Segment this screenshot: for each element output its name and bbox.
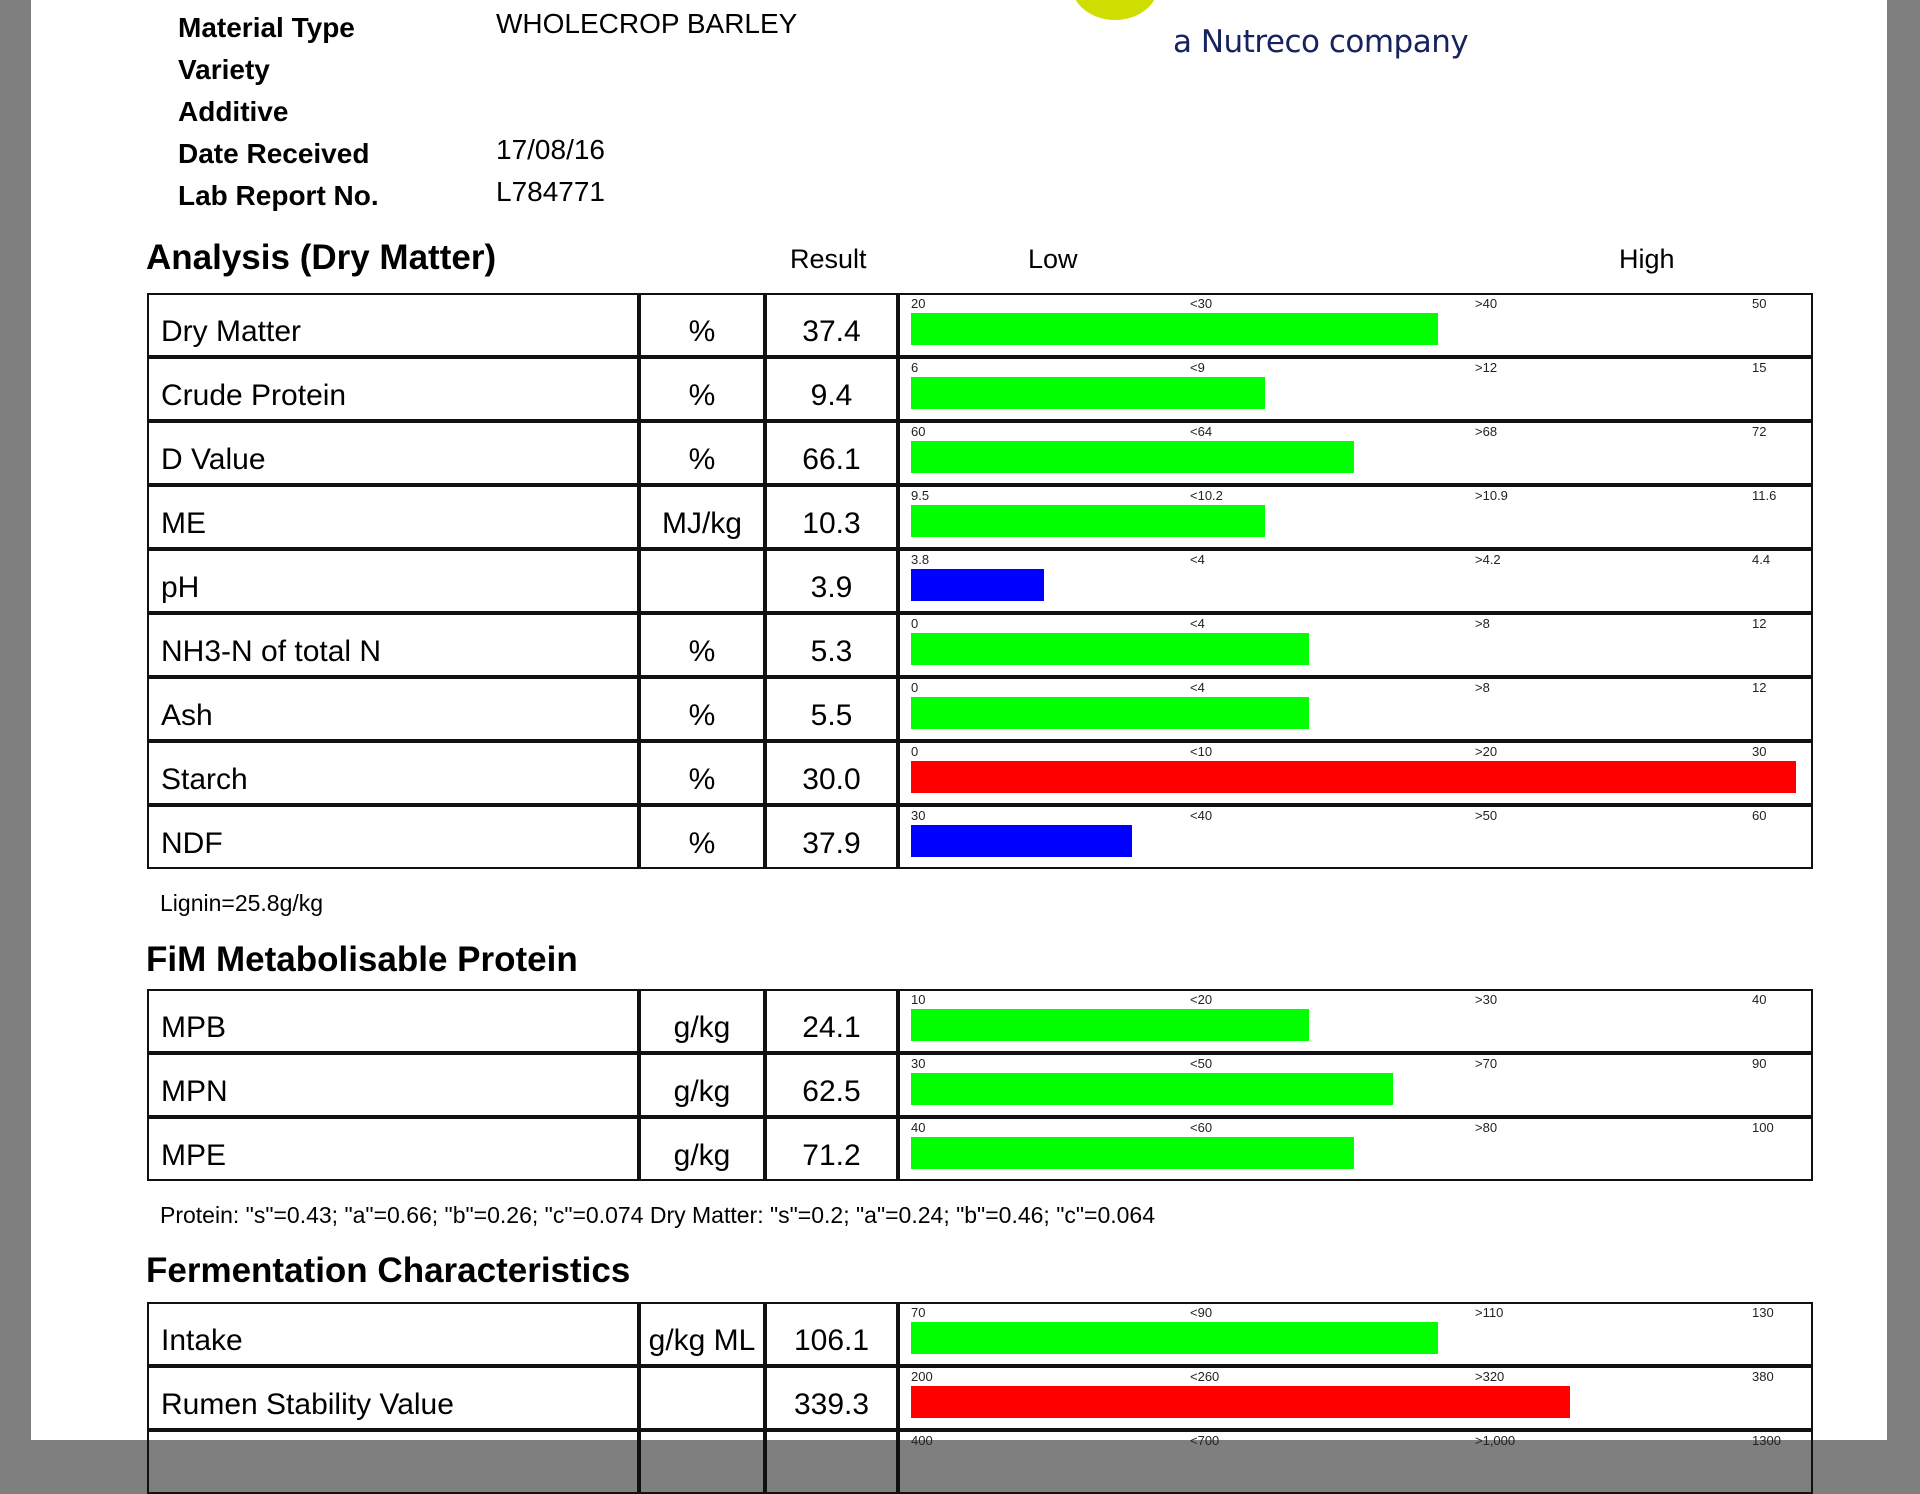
- bar-track: [911, 1009, 1796, 1041]
- analysis-table: [147, 293, 1813, 869]
- unit: [639, 1366, 765, 1430]
- tick-high: >30: [1475, 992, 1498, 1007]
- table-row: [147, 1053, 1813, 1117]
- result-value: 3.9: [765, 549, 898, 613]
- tick-min: 10: [911, 992, 926, 1007]
- tick-high: >8: [1475, 680, 1490, 695]
- unit: MJ/kg: [639, 485, 765, 549]
- result-bar: [911, 1009, 1309, 1041]
- result-bar: [911, 313, 1438, 345]
- range-bar-cell: [898, 989, 1813, 1053]
- tick-low: <10.2: [1190, 488, 1223, 503]
- parameter-name: NDF: [147, 805, 639, 869]
- parameter-name: [147, 1430, 639, 1494]
- tick-max: 4.4: [1752, 552, 1771, 567]
- result-value: 30.0: [765, 741, 898, 805]
- parameter-name: Starch: [147, 741, 639, 805]
- tick-min: 40: [911, 1120, 926, 1135]
- high-header: High: [1619, 244, 1675, 274]
- result-value: 10.3: [765, 485, 898, 549]
- range-bar-cell: [898, 1302, 1813, 1366]
- fim-title: FiM Metabolisable Protein: [146, 940, 578, 979]
- unit: %: [639, 805, 765, 869]
- range-bar-cell: [898, 357, 1813, 421]
- tick-low: <30: [1190, 296, 1213, 311]
- bar-track: [911, 505, 1796, 537]
- tick-min: 70: [911, 1305, 926, 1320]
- degradability-note: Protein: "s"=0.43; "a"=0.66; "b"=0.26; "c"=0.074 Dry Matter: "s"=0.2; "a"=0.24; "b"=0.46; "c"=0.064: [160, 1202, 1156, 1228]
- tick-max: 12: [1752, 616, 1767, 631]
- result-value: 5.5: [765, 677, 898, 741]
- parameter-name: MPN: [147, 1053, 639, 1117]
- tick-min: 400: [911, 1433, 933, 1448]
- unit: %: [639, 357, 765, 421]
- result-value: 339.3: [765, 1366, 898, 1430]
- tick-min: 200: [911, 1369, 933, 1384]
- tick-low: <90: [1190, 1305, 1213, 1320]
- bar-track: [911, 377, 1796, 409]
- unit: g/kg: [639, 1053, 765, 1117]
- result-bar: [911, 761, 1796, 793]
- parameter-name: pH: [147, 549, 639, 613]
- tick-low: <40: [1190, 808, 1213, 823]
- range-bar-cell: [898, 293, 1813, 357]
- range-bar-cell: [898, 485, 1813, 549]
- result-bar: [911, 377, 1265, 409]
- tick-low: <50: [1190, 1056, 1213, 1071]
- tick-low: <60: [1190, 1120, 1213, 1135]
- parameter-name: Rumen Stability Value: [147, 1366, 639, 1430]
- tick-low: <9: [1190, 360, 1205, 375]
- fermentation-table: [147, 1302, 1813, 1494]
- tick-min: 0: [911, 616, 919, 631]
- tick-max: 1300: [1752, 1433, 1781, 1448]
- table-row: [147, 1430, 1813, 1494]
- unit: %: [639, 741, 765, 805]
- range-bar-cell: [898, 1053, 1813, 1117]
- tick-high: >50: [1475, 808, 1498, 823]
- range-bar-cell: [898, 677, 1813, 741]
- tick-low: <20: [1190, 992, 1213, 1007]
- result-bar: [911, 441, 1354, 473]
- meta-value: WHOLECROP BARLEY: [496, 8, 798, 39]
- tick-min: 60: [911, 424, 926, 439]
- result-bar: [911, 1137, 1354, 1169]
- unit: g/kg: [639, 989, 765, 1053]
- tick-high: >70: [1475, 1056, 1498, 1071]
- tick-max: 130: [1752, 1305, 1774, 1320]
- tick-min: 9.5: [911, 488, 930, 503]
- tick-max: 90: [1752, 1056, 1767, 1071]
- unit: %: [639, 613, 765, 677]
- result-header: Result: [790, 244, 867, 274]
- tick-high: >20: [1475, 744, 1498, 759]
- tick-high: >40: [1475, 296, 1498, 311]
- tick-high: >110: [1475, 1305, 1504, 1320]
- analysis-title: Analysis (Dry Matter): [146, 238, 497, 277]
- fim-table: [147, 989, 1813, 1181]
- tick-min: 30: [911, 1056, 926, 1071]
- tick-max: 40: [1752, 992, 1767, 1007]
- parameter-name: MPE: [147, 1117, 639, 1181]
- parameter-name: D Value: [147, 421, 639, 485]
- tick-min: 6: [911, 360, 919, 375]
- parameter-name: Intake: [147, 1302, 639, 1366]
- result-bar: [911, 697, 1309, 729]
- result-bar: [911, 1073, 1393, 1105]
- table-row: [147, 1117, 1813, 1181]
- tick-low: <700: [1190, 1433, 1220, 1448]
- low-header: Low: [1028, 244, 1078, 274]
- tick-high: >4.2: [1475, 552, 1501, 567]
- parameter-name: Dry Matter: [147, 293, 639, 357]
- table-row: [147, 989, 1813, 1053]
- table-row: [147, 677, 1813, 741]
- report-page: [31, 0, 1887, 1448]
- unit: %: [639, 421, 765, 485]
- range-bar-cell: [898, 805, 1813, 869]
- tick-max: 12: [1752, 680, 1767, 695]
- result-bar: [911, 569, 1044, 601]
- parameter-name: MPB: [147, 989, 639, 1053]
- fermentation-title: Fermentation Characteristics: [146, 1251, 631, 1290]
- parameter-name: Crude Protein: [147, 357, 639, 421]
- result-value: 37.4: [765, 293, 898, 357]
- tick-max: 11.6: [1752, 488, 1777, 503]
- tick-max: 50: [1752, 296, 1767, 311]
- meta-label: Variety: [178, 54, 270, 85]
- bar-track: [911, 1137, 1796, 1169]
- bar-track: [911, 633, 1796, 665]
- result-value: 66.1: [765, 421, 898, 485]
- tick-max: 60: [1752, 808, 1767, 823]
- range-bar-cell: [898, 1366, 1813, 1430]
- result-value: 71.2: [765, 1117, 898, 1181]
- bar-track: [911, 569, 1796, 601]
- meta-value: 17/08/16: [496, 134, 605, 165]
- unit: %: [639, 677, 765, 741]
- result-value: 106.1: [765, 1302, 898, 1366]
- tick-min: 0: [911, 680, 919, 695]
- tick-high: >320: [1475, 1369, 1505, 1384]
- tick-min: 20: [911, 296, 926, 311]
- bar-track: [911, 1450, 1796, 1482]
- range-bar-cell: [898, 613, 1813, 677]
- lignin-note: Lignin=25.8g/kg: [160, 890, 324, 916]
- range-bar-cell: [898, 1430, 1813, 1494]
- result-value: 5.3: [765, 613, 898, 677]
- tick-low: <64: [1190, 424, 1213, 439]
- tick-min: 30: [911, 808, 926, 823]
- logo-tagline: a Nutreco company: [1173, 24, 1469, 60]
- bar-track: [911, 313, 1796, 345]
- table-row: [147, 485, 1813, 549]
- result-bar: [911, 825, 1132, 857]
- result-value: 9.4: [765, 357, 898, 421]
- result-value: 37.9: [765, 805, 898, 869]
- tick-high: >8: [1475, 616, 1490, 631]
- table-row: [147, 1302, 1813, 1366]
- unit: g/kg: [639, 1117, 765, 1181]
- unit: [639, 549, 765, 613]
- tick-min: 3.8: [911, 552, 930, 567]
- tick-high: >1,000: [1475, 1433, 1516, 1448]
- unit: %: [639, 293, 765, 357]
- result-bar: [911, 633, 1309, 665]
- tick-high: >12: [1475, 360, 1498, 375]
- tick-max: 100: [1752, 1120, 1774, 1135]
- tick-low: <4: [1190, 616, 1205, 631]
- parameter-name: ME: [147, 485, 639, 549]
- table-row: [147, 421, 1813, 485]
- table-row: [147, 357, 1813, 421]
- tick-low: <4: [1190, 552, 1205, 567]
- result-value: 62.5: [765, 1053, 898, 1117]
- tick-max: 15: [1752, 360, 1767, 375]
- meta-label: Date Received: [178, 138, 370, 169]
- bar-track: [911, 1386, 1796, 1418]
- meta-label: Additive: [178, 96, 289, 127]
- tick-max: 30: [1752, 744, 1767, 759]
- table-row: [147, 805, 1813, 869]
- table-row: [147, 1366, 1813, 1430]
- meta-label: Material Type: [178, 12, 355, 43]
- parameter-name: Ash: [147, 677, 639, 741]
- meta-value: L784771: [496, 176, 606, 207]
- table-row: [147, 549, 1813, 613]
- tick-high: >68: [1475, 424, 1498, 439]
- range-bar-cell: [898, 741, 1813, 805]
- logo-mark-icon: [1072, 0, 1158, 20]
- bar-track: [911, 1073, 1796, 1105]
- range-bar-cell: [898, 421, 1813, 485]
- table-row: [147, 293, 1813, 357]
- tick-low: <10: [1190, 744, 1213, 759]
- bar-track: [911, 761, 1796, 793]
- unit: [639, 1430, 765, 1494]
- bar-track: [911, 441, 1796, 473]
- table-row: [147, 613, 1813, 677]
- tick-low: <4: [1190, 680, 1205, 695]
- unit: g/kg ML: [639, 1302, 765, 1366]
- tick-max: 72: [1752, 424, 1767, 439]
- range-bar-cell: [898, 549, 1813, 613]
- result-bar: [911, 1322, 1438, 1354]
- tick-high: >80: [1475, 1120, 1498, 1135]
- meta-label: Lab Report No.: [178, 180, 379, 211]
- table-row: [147, 741, 1813, 805]
- result-value: 24.1: [765, 989, 898, 1053]
- range-bar-cell: [898, 1117, 1813, 1181]
- tick-min: 0: [911, 744, 919, 759]
- bar-track: [911, 697, 1796, 729]
- tick-low: <260: [1190, 1369, 1220, 1384]
- result-bar: [911, 505, 1265, 537]
- bar-track: [911, 1322, 1796, 1354]
- tick-high: >10.9: [1475, 488, 1508, 503]
- bar-track: [911, 825, 1796, 857]
- parameter-name: NH3-N of total N: [147, 613, 639, 677]
- result-value: [765, 1430, 898, 1494]
- tick-max: 380: [1752, 1369, 1774, 1384]
- result-bar: [911, 1386, 1570, 1418]
